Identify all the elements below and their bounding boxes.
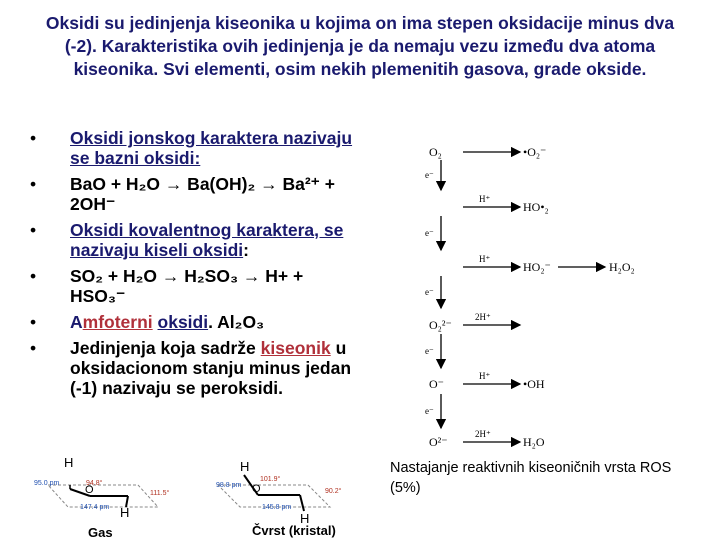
species-label: H₂O	[523, 435, 545, 449]
acidic-oxides-colon: :	[243, 240, 249, 260]
solid-hydrogen-label: H	[240, 459, 250, 474]
reagent-label: H⁺	[479, 254, 491, 264]
solid-angle-label: 90.2°	[325, 488, 342, 495]
oxygen-link[interactable]: kiseonik	[260, 338, 331, 358]
reagent-label: e⁻	[425, 287, 434, 297]
solid-structure	[216, 459, 342, 538]
gas-distance-label: 147.4 pm	[80, 504, 110, 511]
gas-structure	[34, 455, 169, 540]
gas-label: Gas	[88, 525, 113, 540]
bullet-item: • Amfoterni oksidi. Al₂O₃	[30, 312, 265, 332]
intro-paragraph: Oksidi su jedinjenja kiseonika u kojima on ima stepen oksidacije minus dva (-2). Karakteristika ovih jedinjenja je da nemaju vezu između dva atoma kiseonika. Svi elementi, osim nekih plemenitih gasova, grade okside.	[45, 13, 675, 79]
gas-angle-label: 94.8°	[86, 480, 103, 487]
scheme-caption: Nastajanje reaktivnih kiseoničnih vrsta ROS (5%)	[390, 460, 672, 496]
bullet-list	[30, 128, 360, 404]
solid-distance-label: 98.8 pm	[216, 482, 242, 489]
species-label: O⁻	[429, 377, 444, 391]
species-label: •OH	[523, 377, 545, 391]
bullet-item: • BaO + H₂O → Ba(OH)₂ → Ba²⁺ + 2OH⁻	[30, 174, 335, 214]
gas-oxygen-label: O	[85, 484, 94, 496]
bullet-item: • Oksidi jonskog karaktera nazivaju se bazni oksidi:	[30, 128, 353, 168]
acidic-oxides-link[interactable]: Oksidi kovalentnog karaktera, se nazivaju kiseli oksidi	[70, 220, 344, 260]
reagent-label: H⁺	[479, 371, 491, 381]
solid-label: Čvrst (kristal)	[252, 523, 336, 538]
species-label: HO₂⁻	[523, 260, 551, 274]
reagent-label: 2H⁺	[475, 312, 491, 322]
basic-oxide-equation: BaO + H₂O → Ba(OH)₂ → Ba²⁺ + 2OH⁻	[70, 174, 335, 214]
amphoteric-example: . Al₂O₃	[208, 312, 265, 332]
species-label: •O₂⁻	[523, 145, 547, 159]
amphoteric-link[interactable]: mfoterni	[82, 312, 153, 332]
bullet-item: • SO₂ + H₂O → H₂SO₃ → H+ + HSO₃⁻	[30, 266, 304, 306]
peroxide-text-a: Jedinjenja koja sadrže	[70, 338, 256, 358]
gas-hydrogen-label: H	[120, 505, 130, 520]
solid-distance-label: 145.8 pm	[262, 504, 292, 511]
gas-distance-label: 95.0 pm	[34, 480, 60, 487]
amphoteric-letter-a: A	[70, 312, 83, 332]
reagent-label: 2H⁺	[475, 429, 491, 439]
species-label: O²⁻	[429, 435, 448, 449]
ros-formation-scheme	[415, 130, 680, 450]
species-label: HO•₂	[523, 200, 549, 214]
gas-hydrogen-label: H	[64, 455, 74, 470]
solid-angle-label: 101.9°	[260, 476, 281, 483]
peroxide-structures	[30, 455, 358, 540]
species-label: O₂	[429, 145, 442, 159]
reagent-label: e⁻	[425, 228, 434, 238]
reagent-label: e⁻	[425, 406, 434, 416]
oxides-link[interactable]: oksidi	[157, 312, 209, 332]
gas-angle-label: 111.5°	[150, 490, 170, 497]
solid-hydrogen-label: H	[300, 511, 310, 526]
species-label: H₂O₂	[609, 260, 635, 274]
solid-oxygen-label: O	[252, 483, 261, 495]
peroxide-text-b: u oksidacionom stanju minus jedan (-1) nazivaju se peroksidi.	[70, 338, 352, 398]
bullet-item: • Jedinjenja koja sadrže kiseonik u oksidacionom stanju minus jedan (-1) nazivaju se peroksidi.	[30, 338, 352, 398]
bullet-item: • Oksidi kovalentnog karaktera, se nazivaju kiseli oksidi:	[30, 220, 344, 260]
reagent-label: H⁺	[479, 194, 491, 204]
reagent-label: e⁻	[425, 170, 434, 180]
reagent-label: e⁻	[425, 346, 434, 356]
acidic-oxide-equation: SO₂ + H₂O → H₂SO₃ → H+ + HSO₃⁻	[70, 266, 304, 306]
basic-oxides-link[interactable]: Oksidi jonskog karaktera nazivaju se bazni oksidi:	[70, 128, 353, 168]
species-label: O₂²⁻	[429, 318, 452, 332]
